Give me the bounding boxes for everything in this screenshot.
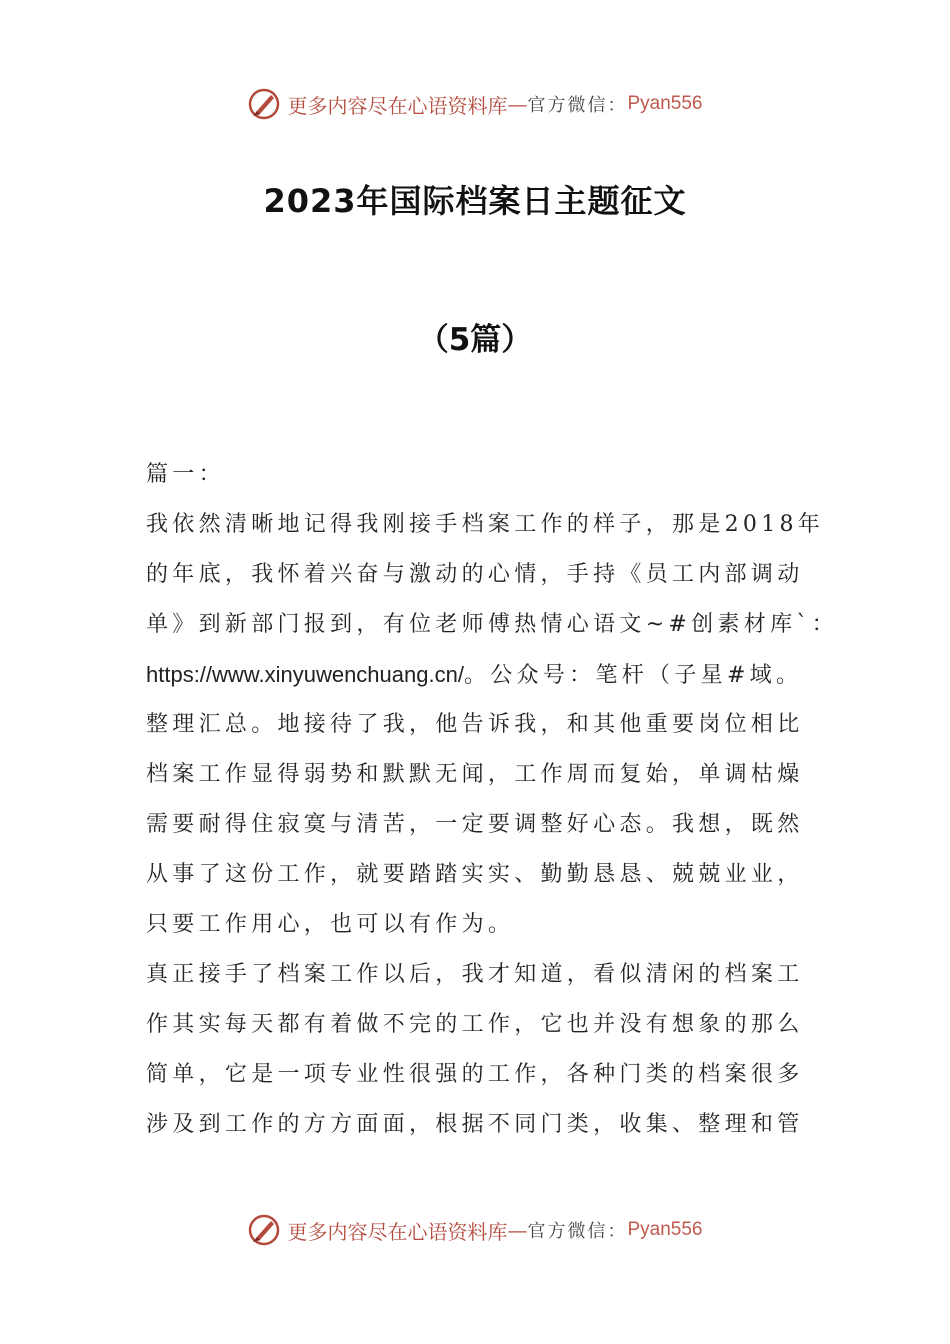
body-line-tail: 。公众号：笔杆（子星#域。 <box>463 663 803 688</box>
pen-logo-icon <box>247 1213 281 1247</box>
document-body <box>146 450 838 1150</box>
body-line-with-url <box>146 650 816 700</box>
body-line: 单》到新部门报到，有位老师傅热情心语文~#创素材库`： <box>146 612 838 637</box>
footer-site-text: 更多内容尽在心语资料库 <box>287 1219 508 1244</box>
document-subtitle: （5篇） <box>417 322 533 358</box>
header-site-text: 更多内容尽在心语资料库 <box>287 93 508 118</box>
body-line: 整理汇总。地接待了我，他告诉我，和其他重要岗位相比 <box>146 712 804 737</box>
body-line: 的年底，我怀着兴奋与激动的心情，手持《员工内部调动 <box>146 562 804 587</box>
body-line: 涉及到工作的方方面面，根据不同门类，收集、整理和管 <box>146 1112 804 1137</box>
body-line: 档案工作显得弱势和默默无闻，工作周而复始，单调枯燥 <box>146 762 804 787</box>
pen-logo-icon <box>247 87 281 121</box>
body-line: 从事了这份工作，就要踏踏实实、勤勤恳恳、兢兢业业， <box>146 862 804 887</box>
section-label: 篇一： <box>146 462 225 487</box>
header-banner <box>0 84 950 124</box>
footer-banner <box>0 1210 950 1250</box>
body-line: 简单，它是一项专业性很强的工作，各种门类的档案很多 <box>146 1062 804 1087</box>
body-line: 作其实每天都有着做不完的工作，它也并没有想象的那么 <box>146 1012 804 1037</box>
header-wechat-id: Pyan556 <box>627 93 703 114</box>
document-title: 2023年国际档案日主题征文 <box>263 182 687 220</box>
header-wechat-label: 官方微信： <box>527 95 628 116</box>
footer-dash: — <box>507 1218 528 1242</box>
footer-wechat-label: 官方微信： <box>527 1221 628 1242</box>
footer-wechat-id: Pyan556 <box>627 1219 703 1240</box>
header-dash: — <box>507 92 528 116</box>
body-line: 只要工作用心，也可以有作为。 <box>146 912 515 937</box>
body-line: 需要耐得住寂寞与清苦，一定要调整好心态。我想，既然 <box>146 812 804 837</box>
website-url[interactable]: https://www.xinyuwenchuang.cn/ <box>146 662 464 687</box>
body-line: 我依然清晰地记得我刚接手档案工作的样子，那是2018年 <box>146 512 825 537</box>
body-line: 真正接手了档案工作以后，我才知道，看似清闲的档案工 <box>146 962 804 987</box>
